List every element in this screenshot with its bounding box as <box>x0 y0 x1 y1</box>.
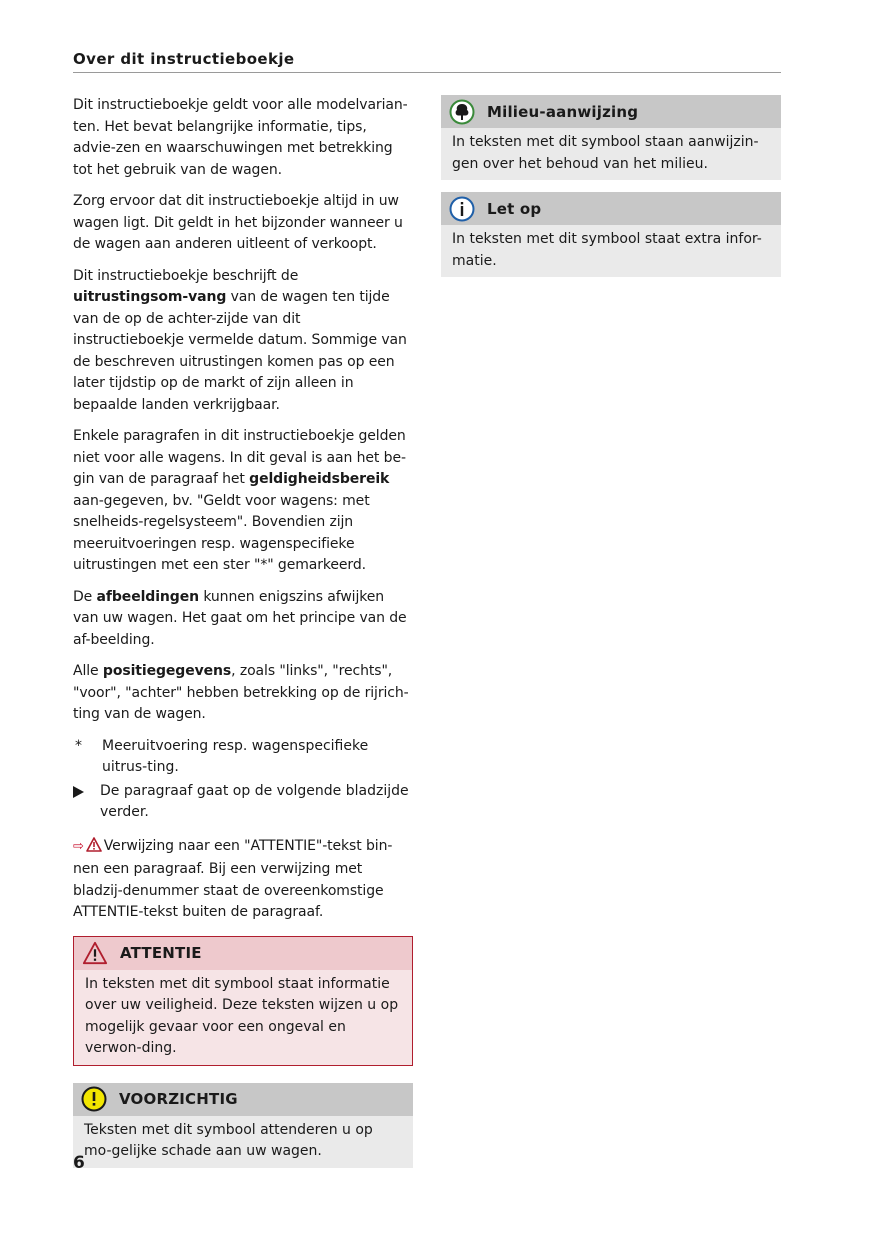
section-title: Over dit instructieboekje <box>73 50 295 68</box>
right-column <box>441 95 781 277</box>
play-triangle-icon <box>73 781 100 824</box>
reference-arrow-icon: ⇨ <box>73 838 84 854</box>
star-marker: * <box>75 737 82 754</box>
milieu-header <box>441 95 781 128</box>
paragraph-validity: Enkele paragrafen in dit instructieboekje gelden niet voor alle wagens. In dit geval is aan het be-gin van de paragraaf het geldigheidsbereik aan-gegeven, bv. "Geldt voor wagens: met snelheids-regelsysteem". Bovendien zijn meeruitvoeringen resp. wagenspecifieke uitrustingen met een ster "*" gemarkeerd. <box>73 428 406 573</box>
paragraph-equipment-scope: Dit instructieboekje beschrijft de uitrustingsom-vang van de wagen ten tijde van de op de achter-zijde van dit instructieboekje vermelde datum. Sommige van de beschreven uitrustingen komen pas op een later tijdstip op de markt of zijn alleen in bepaalde landen verkrijgbaar. <box>73 267 407 413</box>
info-circle-icon <box>449 196 475 222</box>
term-uitrustingsomvang: uitrustingsom-vang <box>73 289 227 305</box>
exclamation-circle-icon <box>81 1086 107 1112</box>
tree-circle-icon <box>449 99 475 125</box>
voorzichtig-box <box>73 1083 413 1168</box>
attentie-box <box>73 936 413 1066</box>
page-number: 6 <box>73 1153 85 1173</box>
voorzichtig-header <box>73 1083 413 1116</box>
milieu-box <box>441 95 781 180</box>
milieu-title: Milieu-aanwijzing <box>487 102 639 121</box>
warning-triangle-icon <box>82 940 108 966</box>
milieu-text: In teksten met dit symbool staan aanwijzin-gen over het behoud van het milieu. <box>441 128 781 180</box>
letop-text: In teksten met dit symbool staat extra infor-matie. <box>441 225 781 277</box>
letop-box <box>441 192 781 277</box>
legend-text-star: Meeruitvoering resp. wagenspecifieke uitrus-ting. <box>102 737 369 775</box>
legend-item-star <box>73 736 413 779</box>
paragraph-intro: Dit instructieboekje geldt voor alle modelvarian-ten. Het bevat belangrijke informatie, tips, advie-zen en waarschuwingen met betrekking tot het gebruik van de wagen. <box>73 97 408 178</box>
warning-triangle-icon <box>86 837 102 860</box>
term-afbeeldingen: afbeeldingen <box>96 588 199 605</box>
letop-title: Let op <box>487 199 542 218</box>
attentie-title: ATTENTIE <box>120 944 202 962</box>
paragraph-attention-reference: ⇨ Verwijzing naar een "ATTENTIE"-tekst bin-nen een paragraaf. Bij een verwijzing met bladzij-denummer staat de overeenkomstige ATTENTIE-tekst buiten de paragraaf. <box>73 837 393 920</box>
paragraph-keep-in-car: Zorg ervoor dat dit instructieboekje altijd in uw wagen ligt. Dit geldt in het bijzonder wanneer u de wagen aan anderen uitleent of verkoopt. <box>73 193 403 252</box>
letop-header <box>441 192 781 225</box>
paragraph-positions: Alle positiegegevens, zoals "links", "rechts", "voor", "achter" hebben betrekking op de rijrich-ting van de wagen. <box>73 663 409 722</box>
attentie-header <box>74 937 412 970</box>
attentie-text: In teksten met dit symbool staat informatie over uw veiligheid. Deze teksten wijzen u op mogelijk gevaar voor een ongeval en verwon-ding. <box>74 970 412 1065</box>
voorzichtig-title: VOORZICHTIG <box>119 1090 238 1108</box>
legend-item-continue <box>73 781 413 824</box>
term-positiegegevens: positiegegevens <box>102 663 232 679</box>
term-geldigheidsbereik: geldigheidsbereik <box>249 471 390 487</box>
running-header <box>73 50 781 73</box>
paragraph-illustrations: De afbeeldingen kunnen enigszins afwijken van uw wagen. Het gaat om het principe van de af-beelding. <box>73 588 407 648</box>
left-column <box>73 95 413 1168</box>
legend-text-continue: De paragraaf gaat op de volgende bladzijde verder. <box>100 782 409 820</box>
voorzichtig-text: Teksten met dit symbool attenderen u op mo-gelijke schade aan uw wagen. <box>73 1116 413 1168</box>
